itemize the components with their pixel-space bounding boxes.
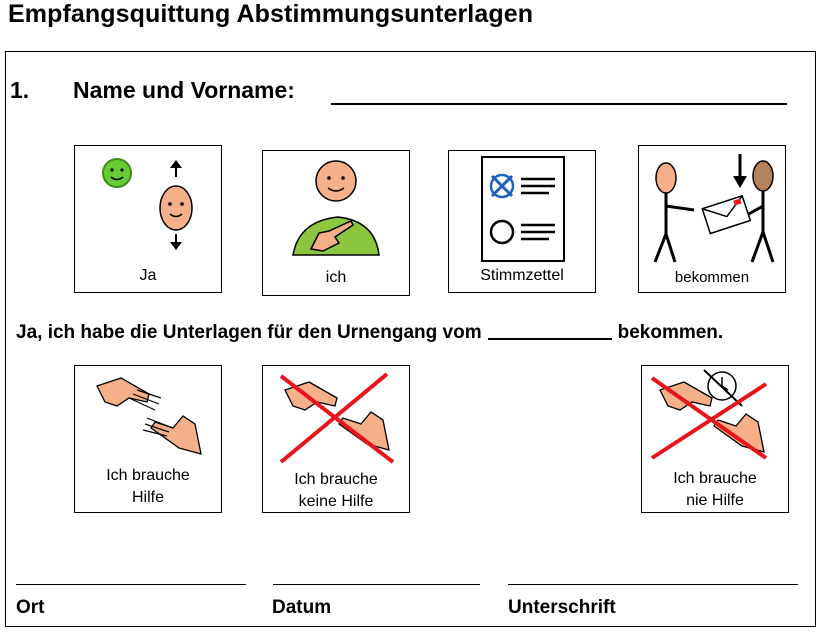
unterschrift-label: Unterschrift: [508, 597, 616, 618]
symbol-caption-line2: keine Hilfe: [298, 493, 374, 510]
document-title: Empfangsquittung Abstimmungsunterlagen: [8, 0, 534, 28]
symbol-caption-line2: Hilfe: [131, 489, 164, 506]
symbol-caption: Stimmzettel: [480, 267, 564, 284]
ort-label: Ort: [16, 597, 45, 618]
name-input-line[interactable]: [331, 103, 787, 105]
symbol-caption-line1: Ich brauche: [106, 467, 190, 484]
sentence-before: Ja, ich habe die Unterlagen für den Urnengang vom: [16, 322, 482, 343]
symbol-caption-line2: nie Hilfe: [686, 492, 744, 509]
symbol-caption: bekommen: [674, 269, 750, 286]
symbol-card-hilfe: [74, 365, 222, 513]
symbol-caption-line1: Ich brauche: [294, 471, 378, 488]
symbol-caption: ich: [325, 269, 347, 286]
name-label: Name und Vorname:: [73, 77, 295, 103]
datum-label: Datum: [272, 597, 332, 618]
symbol-card-ja: [74, 145, 222, 293]
symbol-caption-line1: Ich brauche: [673, 470, 757, 487]
confirmation-sentence: [16, 322, 723, 344]
question-number: 1.: [10, 77, 30, 103]
symbol-card-keine-hilfe: [262, 365, 410, 513]
symbol-caption: Ja: [139, 267, 157, 284]
symbol-card-stimmzettel: [448, 150, 596, 293]
symbol-card-nie-hilfe: [641, 365, 789, 513]
symbol-card-ich: [262, 150, 410, 296]
unterschrift-input-line[interactable]: [508, 584, 798, 585]
date-input-line[interactable]: [488, 338, 612, 340]
ort-input-line[interactable]: [16, 584, 246, 585]
symbol-card-bekommen: [638, 145, 786, 293]
sentence-after: bekommen.: [617, 322, 724, 343]
datum-input-line[interactable]: [273, 584, 480, 585]
